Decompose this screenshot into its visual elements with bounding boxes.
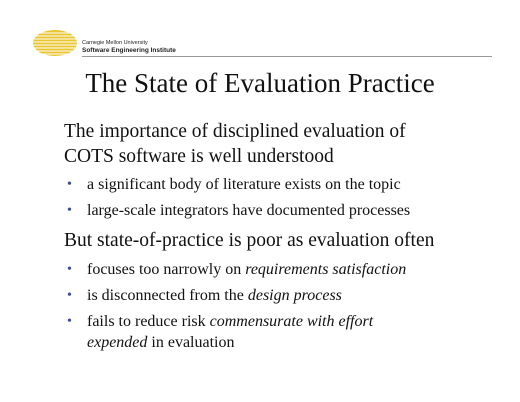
sub-bullet-5-text: fails to reduce risk (87, 313, 210, 330)
sub-bullet-3-emphasis: requirements satisfaction (245, 261, 407, 278)
bullet-icon: • (67, 314, 72, 329)
sub-bullet-3 (87, 260, 406, 280)
sub-bullet-5-tail: in evaluation (147, 334, 235, 351)
bullet-icon: • (67, 288, 72, 303)
sub-bullet-1: a significant body of literature exists on the topic (87, 176, 401, 193)
sub-bullet-5-emphasis-2: expended (87, 334, 148, 351)
sub-bullet-5-emphasis: commensurate with effort (209, 313, 374, 330)
header-divider (82, 56, 492, 57)
sub-bullet-2: large-scale integrators have documented processes (87, 202, 411, 219)
sub-bullet-3-text: focuses too narrowly on (87, 261, 246, 278)
sub-bullet-5-line-1 (87, 312, 373, 332)
university-name: Carnegie Mellon University (82, 40, 148, 46)
bullet-icon: • (67, 177, 72, 192)
main-point-1-line-2: COTS software is well understood (64, 146, 334, 167)
sub-bullet-4-emphasis: design process (247, 287, 342, 304)
slide-title: The State of Evaluation Practice (85, 68, 435, 98)
sub-bullet-5-line-2 (87, 333, 235, 353)
bullet-icon: • (67, 203, 72, 218)
sub-bullet-4 (87, 286, 342, 306)
main-point-1-line-1: The importance of disciplined evaluation of (64, 121, 406, 142)
institute-name: Software Engineering Institute (82, 47, 176, 54)
bullet-icon: • (67, 262, 72, 277)
main-point-2: But state-of-practice is poor as evaluation often (64, 230, 435, 251)
sub-bullet-4-text: is disconnected from the (87, 287, 248, 304)
sei-logo (30, 28, 80, 58)
